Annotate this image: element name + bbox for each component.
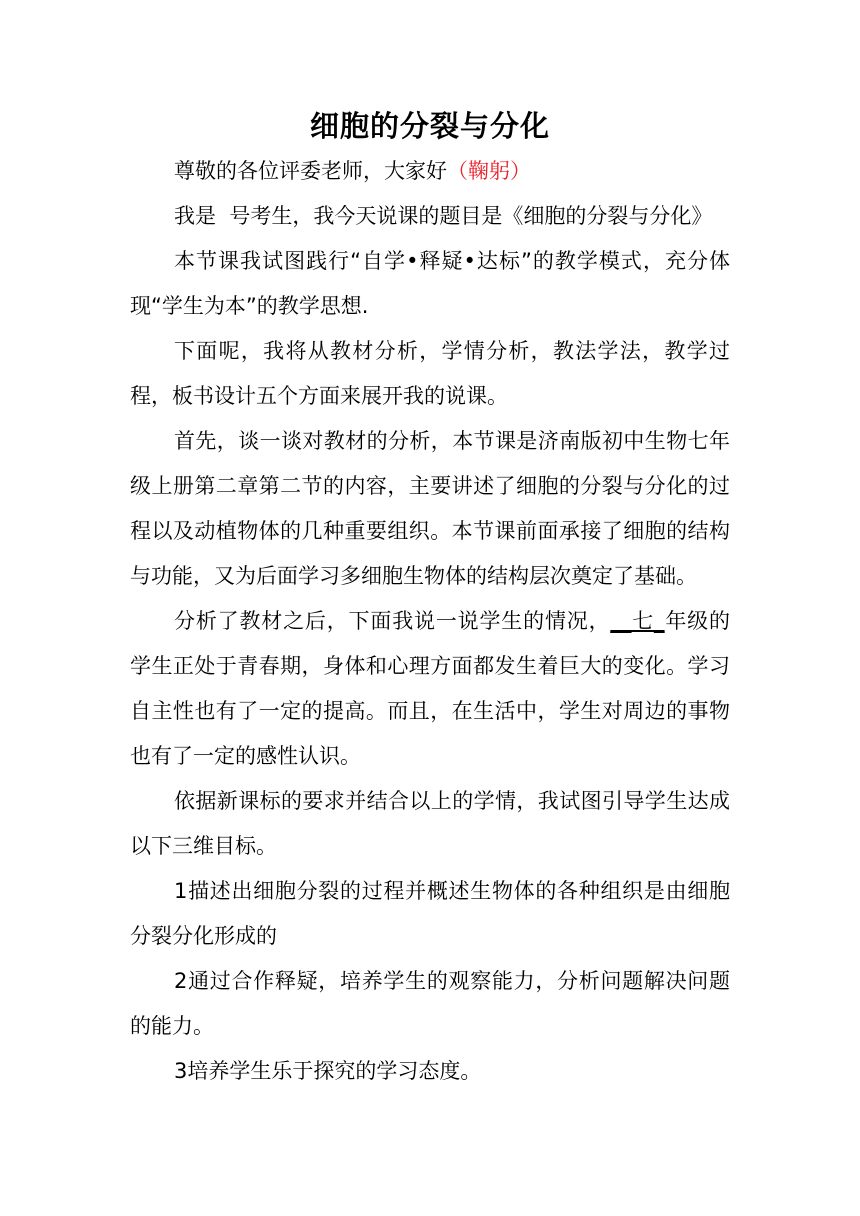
intro-paragraph — [130, 194, 730, 239]
outline-paragraph: 下面呢，我将从教材分析，学情分析，教法学法，教学过程，板书设计五个方面来展开我的说课。 — [130, 339, 730, 408]
student-analysis-before: 分析了教材之后，下面我说一说学生的情况， — [174, 609, 611, 633]
objective-3: 3培养学生乐于探究的学习态度。 — [174, 1059, 482, 1083]
greeting-text: 尊敬的各位评委老师，大家好 — [174, 159, 447, 183]
objectives-intro-paragraph: 依据新课标的要求并结合以上的学情，我试图引导学生达成以下三维目标。 — [130, 789, 730, 858]
student-analysis-after: 年级的学生正处于青春期，身体和心理方面都发生着巨大的变化。学习自主性也有了一定的提高。而且，在生活中，学生对周边的事物也有了一定的感性认识。 — [130, 609, 731, 768]
intro-before: 我是 — [174, 204, 216, 228]
greeting-paragraph — [130, 149, 730, 194]
bow-note: （鞠躬） — [447, 159, 531, 183]
document-body — [130, 149, 730, 1094]
grade-blank: __七_ — [610, 609, 665, 633]
textbook-analysis-paragraph: 首先，谈一谈对教材的分析，本节课是济南版初中生物七年级上册第二章第二节的内容，主要讲述了细胞的分裂与分化的过程以及动植物体的几种重要组织。本节课前面承接了细胞的结构与功能，又为后面学习多细胞生物体的结构层次奠定了基础。 — [130, 429, 730, 588]
objective-2: 2通过合作释疑，培养学生的观察能力，分析问题解决问题的能力。 — [130, 969, 730, 1038]
intro-after: 号考生，我今天说课的题目是《细胞的分裂与分化》 — [229, 204, 713, 228]
teaching-mode-paragraph: 本节课我试图践行“自学•释疑•达标”的教学模式，充分体现“学生为本”的教学思想. — [130, 249, 730, 318]
objective-1: 1描述出细胞分裂的过程并概述生物体的各种组织是由细胞分裂分化形成的 — [130, 879, 730, 948]
student-analysis-paragraph — [130, 599, 730, 779]
candidate-number-blank — [216, 204, 229, 228]
document-title: 细胞的分裂与分化 — [309, 109, 550, 143]
